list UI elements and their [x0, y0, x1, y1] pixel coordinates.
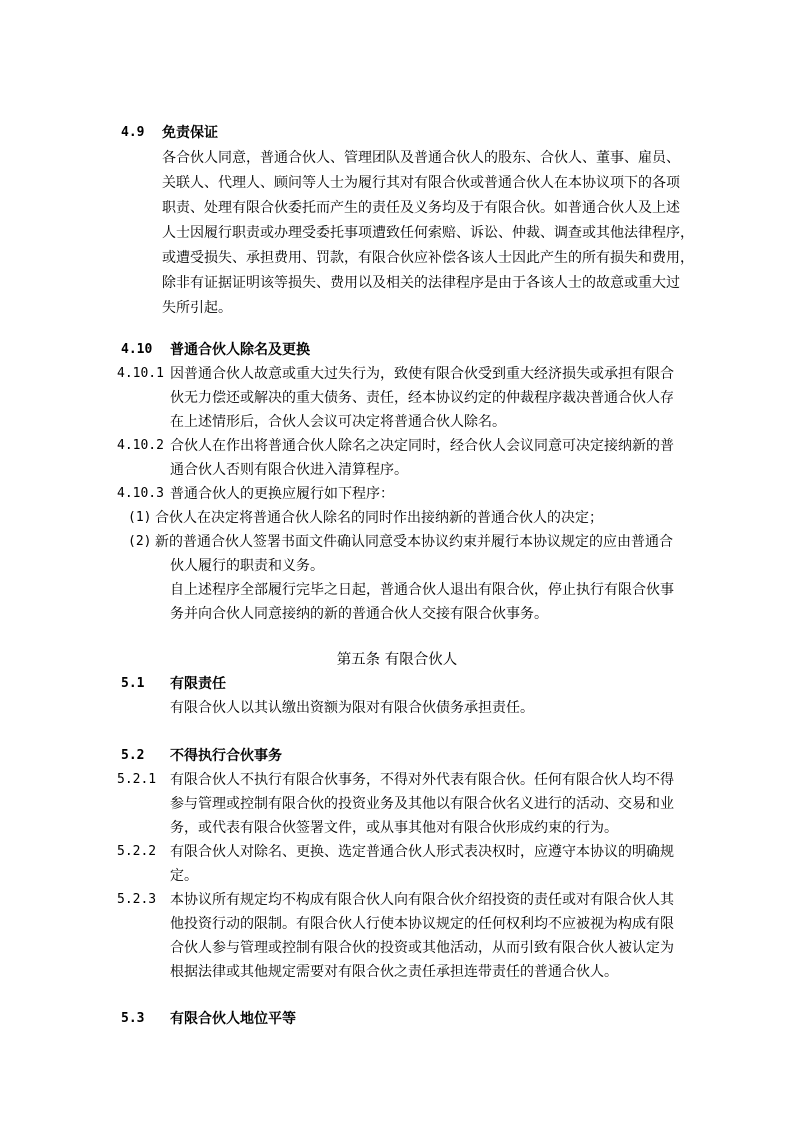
paragraph-line: 或遭受损失、承担费用、罚款，有限合伙应补偿各该人士因此产生的所有损失和费用，	[162, 250, 694, 266]
section-title: 不得执行合伙事务	[170, 748, 282, 764]
clause-number: 5.2.2	[117, 844, 157, 859]
paragraph-line: 除非有证据证明该等损失、费用以及相关的法律程序是由于各该人士的故意或重大过	[162, 275, 680, 291]
section-number: 5.2	[121, 748, 145, 763]
clause-line: 普通合伙人的更换应履行如下程序：	[170, 486, 394, 502]
article-heading: 第五条 有限合伙人	[336, 652, 458, 668]
clause-line: 参与管理或控制有限合伙的投资业务及其他以有限合伙名义进行的活动、交易和业	[170, 796, 674, 812]
paragraph-line: 人士因履行职责或办理受委托事项遭致任何索赔、诉讼、仲裁、调查或其他法律程序，	[162, 225, 694, 241]
clause-line: 定。	[170, 868, 198, 884]
clause-line: 根据法律或其他规定需要对有限合伙之责任承担连带责任的普通合伙人。	[170, 964, 618, 980]
clause-line: 因普通合伙人故意或重大过失行为，致使有限合伙受到重大经济损失或承担有限合	[170, 366, 674, 382]
section-title: 有限责任	[170, 676, 226, 692]
section-number: 5.3	[121, 1011, 145, 1026]
clause-line: 他投资行动的限制。有限合伙人行使本协议规定的任何权利均不应被视为构成有限	[170, 916, 674, 932]
clause-number: 5.2.3	[117, 892, 157, 907]
clause-line: 通合伙人否则有限合伙进入清算程序。	[170, 462, 408, 478]
paragraph-line: 务并向合伙人同意接纳的新的普通合伙人交接有限合伙事务。	[170, 606, 548, 622]
clause-line: 务，或代表有限合伙签署文件，或从事其他对有限合伙形成约束的行为。	[170, 820, 618, 836]
section-number: 4.9	[121, 125, 145, 140]
paragraph-line: 各合伙人同意，普通合伙人、管理团队及普通合伙人的股东、合伙人、董事、雇员、	[162, 150, 680, 166]
clause-number: 4.10.2	[117, 438, 164, 453]
list-marker: (1)	[128, 510, 152, 525]
section-number: 4.10	[121, 342, 153, 357]
section-title: 免责保证	[162, 125, 218, 141]
section-title: 有限合伙人地位平等	[170, 1011, 296, 1027]
clause-line: 本协议所有规定均不构成有限合伙人向有限合伙介绍投资的责任或对有限合伙人其	[170, 892, 674, 908]
list-item-line: 合伙人在决定将普通合伙人除名的同时作出接纳新的普通合伙人的决定；	[155, 510, 603, 526]
clause-line: 合伙人在作出将普通合伙人除名之决定同时，经合伙人会议同意可决定接纳新的普	[170, 438, 674, 454]
clause-line: 合伙人参与管理或控制有限合伙的投资或其他活动，从而引致有限合伙人被认定为	[170, 940, 674, 956]
clause-line: 有限合伙人对除名、更换、选定普通合伙人形式表决权时，应遵守本协议的明确规	[170, 844, 674, 860]
clause-number: 4.10.3	[117, 486, 164, 501]
list-item-line: 伙人履行的职责和义务。	[170, 558, 324, 574]
paragraph-line: 职责、处理有限合伙委托而产生的责任及义务均及于有限合伙。如普通合伙人及上述	[162, 200, 680, 216]
clause-number: 4.10.1	[117, 366, 164, 381]
section-number: 5.1	[121, 676, 145, 691]
clause-line: 伙无力偿还或解决的重大债务、责任，经本协议约定的仲裁程序裁决普通合伙人存	[170, 390, 674, 406]
list-item-line: 新的普通合伙人签署书面文件确认同意受本协议约束并履行本协议规定的应由普通合	[155, 534, 673, 550]
clause-line: 在上述情形后，合伙人会议可决定将普通合伙人除名。	[170, 414, 506, 430]
paragraph-line: 关联人、代理人、顾问等人士为履行其对有限合伙或普通合伙人在本协议项下的各项	[162, 175, 680, 191]
list-marker: (2)	[128, 534, 152, 549]
paragraph-line: 自上述程序全部履行完毕之日起，普通合伙人退出有限合伙，停止执行有限合伙事	[170, 582, 674, 598]
paragraph-line: 有限合伙人以其认缴出资额为限对有限合伙债务承担责任。	[170, 700, 534, 716]
clause-line: 有限合伙人不执行有限合伙事务，不得对外代表有限合伙。任何有限合伙人均不得	[170, 772, 674, 788]
section-title: 普通合伙人除名及更换	[170, 342, 310, 358]
paragraph-line: 失所引起。	[162, 300, 232, 316]
clause-number: 5.2.1	[117, 772, 157, 787]
